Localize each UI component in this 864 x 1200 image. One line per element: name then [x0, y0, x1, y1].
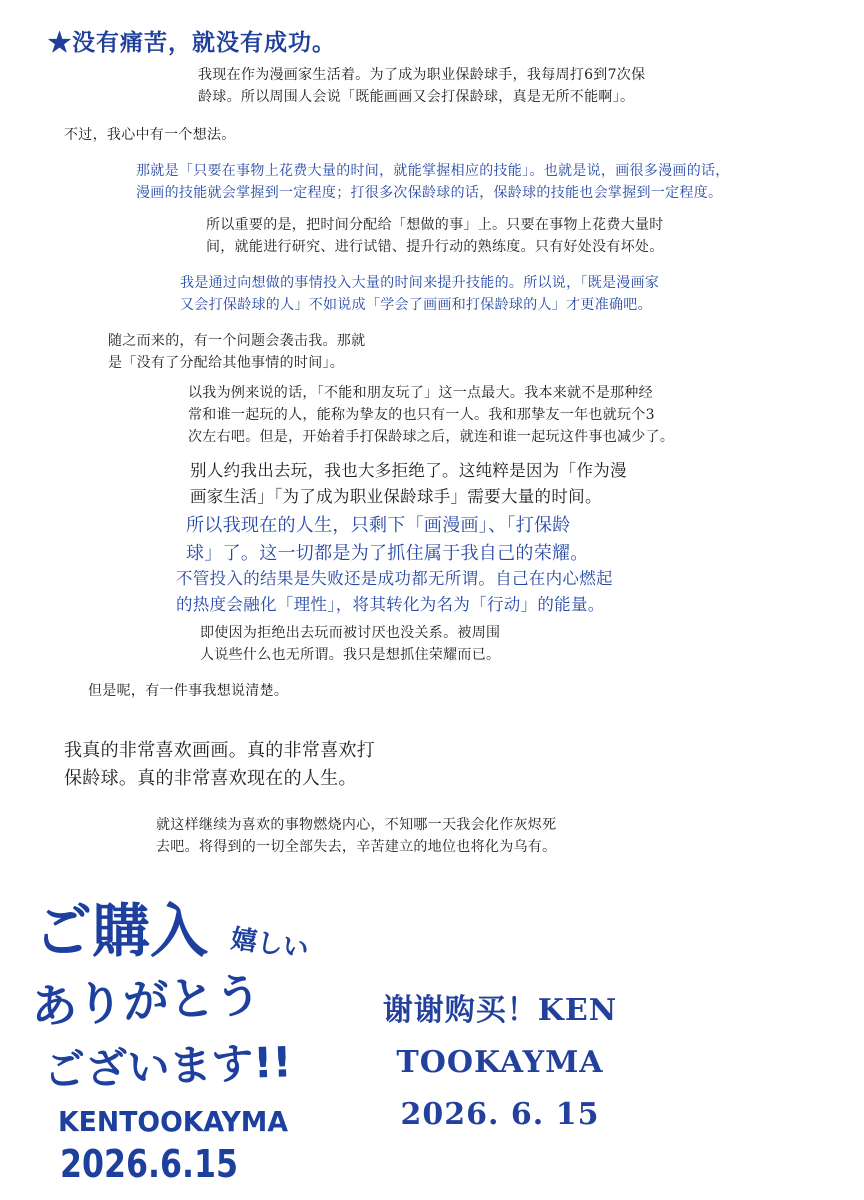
- thanks-line-1: 谢谢购买！KEN: [382, 993, 618, 1028]
- paragraph-11: 即使因为拒绝出去玩而被讨厌也没关系。被周围 人说些什么也无所谓。我只是想抓住荣耀而已。: [200, 625, 501, 663]
- thanks-line-2: TOOKAYMA: [396, 1045, 604, 1080]
- paragraph-9: 所以我现在的人生，只剩下「画漫画」、「打保龄 球」了。这一切都是为了抓住属于我自己的荣耀。: [186, 515, 589, 564]
- handwriting-line-2: ありがとう: [30, 968, 263, 1034]
- handwriting-line-1: ご購入: [34, 897, 209, 965]
- handwriting-side-note: 嬉しい: [229, 924, 311, 965]
- handwriting-line-3: ございます!!: [42, 1037, 293, 1095]
- paragraph-14: 就这样继续为喜欢的事物燃烧内心，不知哪一天我会化作灰烬死 去吧。将得到的一切全部失去，辛苦建立的地位也将化为乌有。: [156, 817, 557, 855]
- paragraph-4: 所以重要的是，把时间分配给「想做的事」上。只要在事物上花费大量时 间，就能进行研究、进行试错、提升行动的熟练度。只有好处没有坏处。: [206, 217, 664, 255]
- thanks-note: [360, 985, 640, 1141]
- handwritten-message: [30, 885, 350, 1185]
- page-title: ★没有痛苦，就没有成功。: [48, 29, 336, 56]
- paragraph-2: 不过，我心中有一个想法。: [64, 127, 236, 143]
- handwriting-signature: KENTOOKAYMA: [58, 1105, 289, 1138]
- paragraph-3: 那就是「只要在事物上花费大量的时间，就能掌握相应的技能」。也就是说，画很多漫画的话， 漫画的技能就会掌握到一定程度；打很多次保龄球的话，保龄球的技能也会掌握到一定程度。: [136, 163, 730, 201]
- paragraph-10: 不管投入的结果是失败还是成功都无所谓。自己在内心燃起 的热度会融化「理性」，将其转化为名为「行动」的能量。: [176, 569, 613, 614]
- paragraph-5: 我是通过向想做的事情投入大量的时间来提升技能的。所以说，「既是漫画家 又会打保龄球的人」不如说成「学会了画画和打保龄球的人」才更准确吧。: [180, 275, 660, 313]
- paragraph-12: 但是呢，有一件事我想说清楚。: [88, 683, 289, 699]
- paragraph-6: 随之而来的，有一个问题会袭击我。那就 是「没有了分配给其他事情的时间」。: [108, 333, 366, 371]
- paragraph-8: 别人约我出去玩，我也大多拒绝了。这纯粹是因为「作为漫 画家生活」「为了成为职业保龄球手」需要大量的时间。: [190, 461, 627, 506]
- paragraph-1: 我现在作为漫画家生活着。为了成为职业保龄球手，我每周打6到7次保 龄球。所以周围人会说「既能画画又会打保龄球，真是无所不能啊」。: [198, 67, 646, 105]
- paragraph-13: 我真的非常喜欢画画。真的非常喜欢打 保龄球。真的非常喜欢现在的人生。: [64, 740, 376, 789]
- paragraph-7: 以我为例来说的话，「不能和朋友玩了」这一点最大。我本来就不是那种经 常和谁一起玩的人，能称为挚友的也只有一人。我和那挚友一年也就玩个3 次左右吧。但是，开始着手打保龄球之后，就连和谁一起玩这件事也减少了。: [188, 385, 675, 445]
- handwriting-date: 2026.6.15: [60, 1142, 238, 1185]
- thanks-date: 2026. 6. 15: [400, 1097, 600, 1132]
